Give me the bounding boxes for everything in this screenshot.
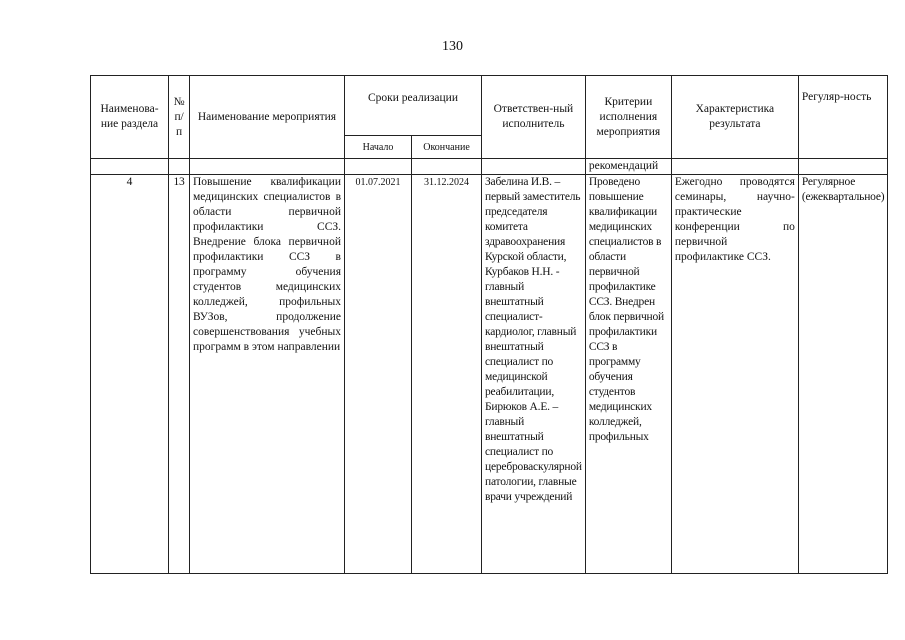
header-terms: Сроки реализации [345, 76, 482, 136]
cell-responsible: Забелина И.В. – первый заместитель председателя комитета здравоохранения Курской области, Курбаков Н.Н. - главный внештатный специалист-кардиолог, главный внештатный специалист по медицинской реабилитации, Бирюков А.Е. – главный внештатный специалист по цереброваскулярной патологии, главные врачи учреждений [482, 175, 586, 574]
header-section-name: Наименова-ние раздела [91, 76, 169, 159]
cell-result: Ежегодно проводятся семинары, научно-практические конференции по первичной профилактике ССЗ. [671, 175, 798, 574]
cell-event: Повышение квалификации медицинских специалистов в области первичной профилактики ССЗ. Внедрение блока первичной профилактики ССЗ в программу обучения студентов медицинских колледжей, профильных ВУЗов, продолжение совершенствования учебных программ в этом направлении [190, 175, 345, 574]
page-number: 130 [442, 39, 463, 54]
header-responsible: Ответствен-ный исполнитель [482, 76, 586, 159]
header-criteria: Критерии исполнения мероприятия [585, 76, 671, 159]
header-regularity: Регуляр-ность [798, 76, 888, 159]
cell-end: 31.12.2024 [412, 175, 482, 574]
cell-criteria: Проведено повышение квалификации медицинских специалистов в области первичной профилактике ССЗ. Внедрен блок первичной профилактики ССЗ в программу обучения студентов медицинских колледжей, профильных [585, 175, 671, 574]
header-event-name: Наименование мероприятия [190, 76, 345, 159]
header-result: Характеристика результата [671, 76, 798, 159]
continuation-row [91, 159, 888, 175]
cell-num: 13 [169, 175, 190, 574]
table-row [91, 175, 888, 574]
cell-section: 4 [91, 175, 169, 574]
cell-start: 01.07.2021 [345, 175, 412, 574]
continuation-criteria: рекомендаций [585, 159, 671, 175]
cell-regularity: Регулярное (ежеквартальное) [798, 175, 888, 574]
header-end: Окончание [412, 136, 482, 159]
measures-table [90, 75, 888, 574]
header-start: Начало [345, 136, 412, 159]
header-num: № п/п [169, 76, 190, 159]
